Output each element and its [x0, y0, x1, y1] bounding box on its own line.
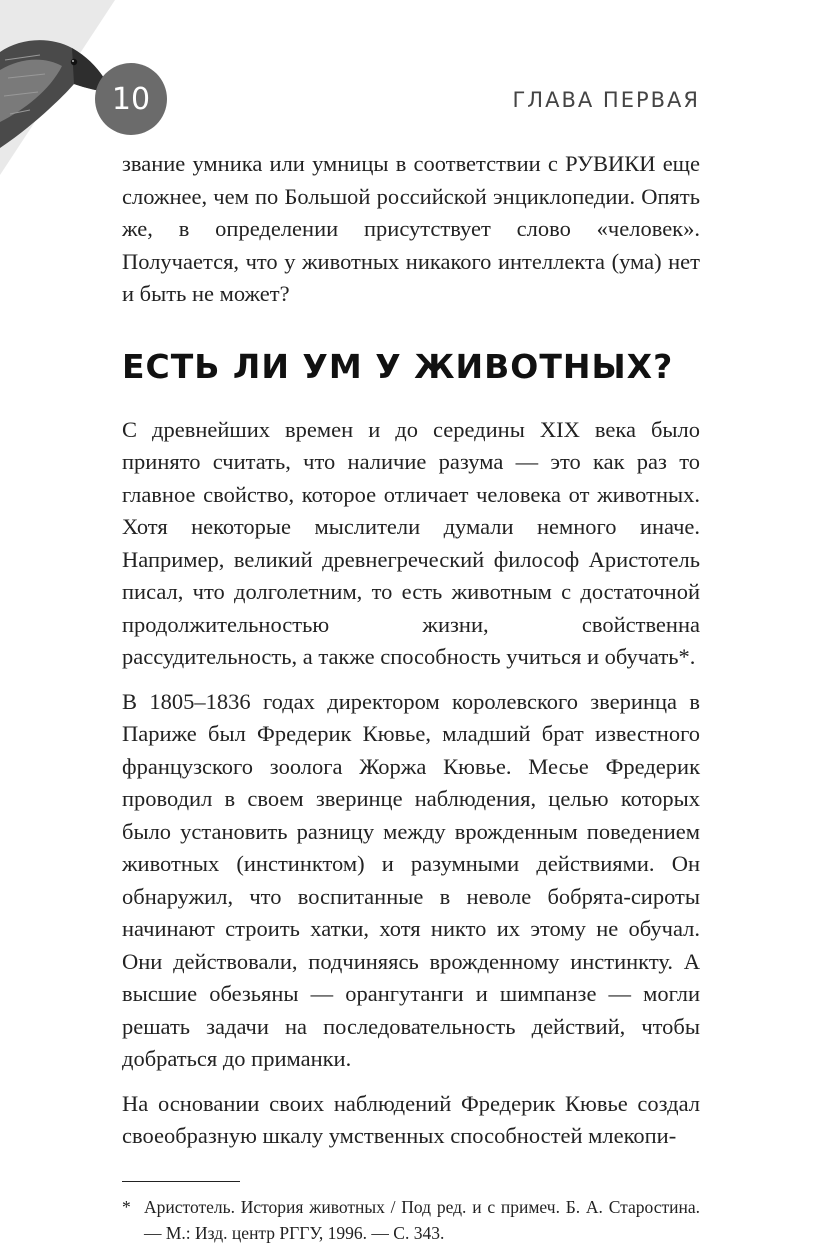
paragraph: На основании своих наблюдений Фредерик Кювье создал своеобразную шкалу умственных способностей млекопи- — [122, 1090, 700, 1148]
page-body — [122, 148, 700, 1246]
footnote — [122, 1194, 700, 1246]
paragraph: звание умника или умницы в соответствии с РУВИКИ еще сложнее, чем по Большой российской энциклопедии. Опять же, в определении присутствует слово «человек». Получается, что у животных никакого интеллекта (ума) нет и быть не может? — [122, 151, 700, 306]
footnote-divider — [122, 1181, 240, 1182]
footnote-text: Аристотель. История животных / Под ред. и с примеч. Б. А. Старостина. — М.: Изд. центр РГГУ, 1996. — С. 343. — [144, 1196, 700, 1243]
section-heading: ЕСТЬ ЛИ УМ У ЖИВОТНЫХ? — [122, 346, 674, 386]
paragraph: С древнейших времен и до середины XIX века было принято считать, что наличие разума — это как раз то главное свойство, которое отличает человека от животных. Хотя некоторые мыслители думали немного иначе. Например, великий древнегреческий философ Аристотель писал, что долголетним, то есть животным с достаточной продолжительностью жизни, свойственна рассудительность, а также способность учиться и обучать*. — [122, 416, 700, 669]
paragraph: В 1805–1836 годах директором королевского зверинца в Париже был Фредерик Кювье, младший брат известного французского зоолога Жоржа Кювье. Месье Фредерик проводил в своем зверинце наблюдения, целью которых было установить разницу между врожденным поведением животных (инстинктом) и разумными действиями. Он обнаружил, что воспитанные в неволе бобрята-сироты начинают строить хатки, хотя никто их этому не обучал. Они действовали, подчиняясь врожденному инстинкту. А высшие обезьяны — орангутанги и шимпанзе — могли решать задачи на последовательность действий, чтобы добраться до приманки. — [122, 688, 700, 1071]
running-head: ГЛАВА ПЕРВАЯ — [512, 88, 700, 112]
page-number: 10 — [95, 63, 167, 135]
footnote-mark: * — [122, 1196, 131, 1217]
